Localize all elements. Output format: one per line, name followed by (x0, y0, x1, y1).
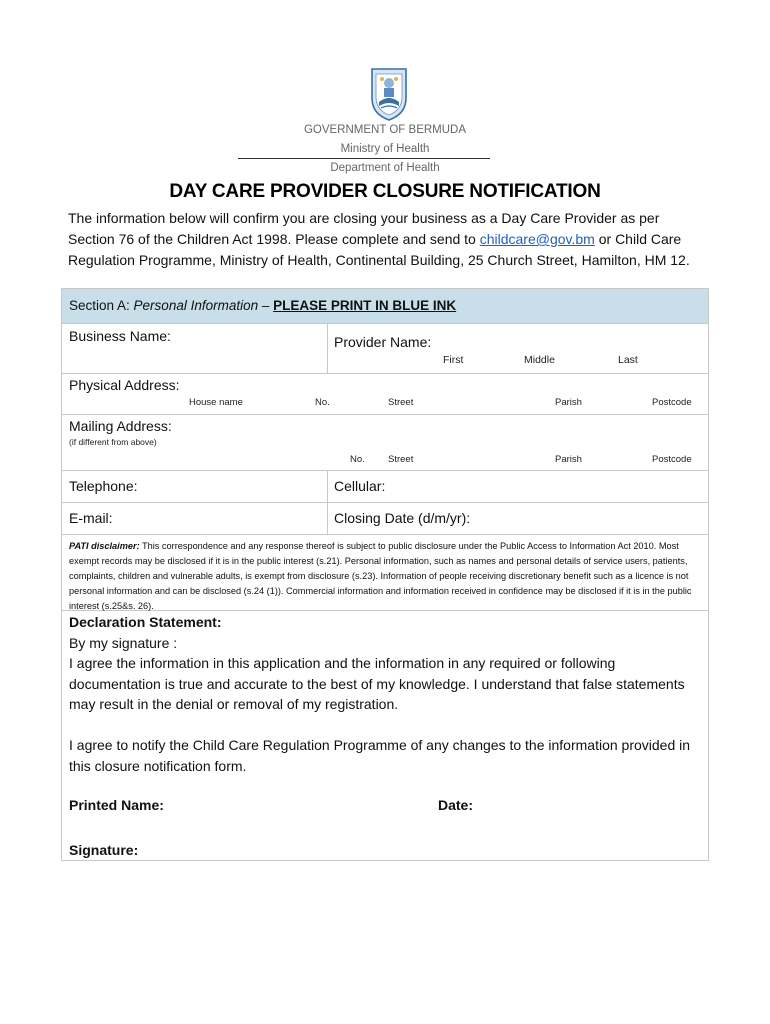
business-name-field[interactable]: Business Name: (69, 328, 171, 344)
section-a-dash: – (258, 298, 274, 313)
section-a-header (62, 289, 708, 324)
section-a-title (69, 298, 456, 313)
government-name: GOVERNMENT OF BERMUDA (303, 124, 467, 136)
date-field[interactable]: Date: (438, 797, 474, 813)
mailing-street-label: Street (388, 454, 414, 465)
column-divider (327, 503, 328, 535)
pati-disclaimer-row (62, 535, 708, 611)
provider-name-field[interactable]: Provider Name: (334, 334, 432, 350)
street-label: Street (388, 397, 414, 408)
intro-text-after: or Child Care Regulation Programme, Ministry of Health, Continental Building, 25 Church Street, Hamilton, HM 12. (68, 231, 690, 268)
number-label: No. (315, 397, 330, 408)
last-name-label: Last (618, 354, 638, 366)
document-title: DAY CARE PROVIDER CLOSURE NOTIFICATION (169, 181, 601, 202)
middle-name-label: Middle (524, 354, 555, 366)
email-row (62, 503, 708, 535)
house-name-label: House name (189, 397, 243, 408)
intro-text-before: The information below will confirm you are closing your business as a Day Care Provider as per Section 76 of the Children Act 1998. Please complete and send to (68, 210, 660, 247)
mailing-parish-label: Parish (555, 454, 582, 465)
intro-paragraph (68, 208, 708, 271)
section-a-prefix: Section A: (69, 298, 134, 313)
mailing-address-field[interactable]: Mailing Address: (69, 418, 172, 434)
pati-label: PATI disclaimer: (69, 541, 140, 551)
ministry-name: Ministry of Health (340, 143, 430, 155)
physical-address-row (62, 374, 708, 415)
pati-disclaimer (69, 539, 705, 614)
blue-ink-instruction: PLEASE PRINT IN BLUE INK (273, 298, 457, 313)
by-signature-text: By my signature : (69, 635, 178, 651)
column-divider (327, 471, 328, 503)
bermuda-coat-of-arms-icon (369, 66, 409, 122)
postcode-label: Postcode (652, 397, 692, 408)
declaration-heading: Declaration Statement: (69, 614, 222, 630)
if-different-note: (if different from above) (69, 437, 157, 447)
telephone-field[interactable]: Telephone: (69, 478, 138, 494)
first-name-label: First (443, 354, 464, 366)
mailing-number-label: No. (350, 454, 365, 465)
physical-address-field[interactable]: Physical Address: (69, 377, 180, 393)
section-a-name: Personal Information (133, 298, 259, 313)
telephone-row (62, 471, 708, 503)
closure-form (61, 288, 709, 861)
signature-field[interactable]: Signature: (69, 842, 139, 858)
pati-text: This correspondence and any response thereof is subject to public disclosure under the Public Access to Information Act 2010. Most exempt records may be disclosed if it is in the public interest (s.21). Personal information, such as names and personal details of service users, patients, complaints, children and vulnerable adults, is exempt from disclosure (s.23). Information of people receiving discretionary benefit such as a licence is not personal information and can be disclosed (s.24 (1)). Commercial information and information received in confidence may be disclosed if it is in the public interest (s.25&s. 26). (69, 541, 692, 611)
declaration-paragraph-2: I agree to notify the Child Care Regulation Programme of any changes to the information provided in this closure notification form. (69, 737, 691, 774)
mailing-postcode-label: Postcode (652, 454, 692, 465)
business-provider-row (62, 324, 708, 374)
declaration-section (62, 611, 708, 861)
printed-name-field[interactable]: Printed Name: (69, 797, 164, 813)
header-divider (238, 158, 490, 159)
declaration-paragraph-1: I agree the information in this application and the information in any required or following documentation is true and accurate to the best of my knowledge. I understand that false statements may result in the denial or removal of my registration. (69, 655, 685, 712)
closing-date-field[interactable]: Closing Date (d/m/yr): (334, 510, 471, 526)
email-field[interactable]: E-mail: (69, 510, 113, 526)
parish-label: Parish (555, 397, 582, 408)
department-name: Department of Health (330, 162, 440, 174)
email-link[interactable]: childcare@gov.bm (479, 231, 595, 247)
column-divider (327, 324, 328, 374)
mailing-address-row (62, 415, 708, 471)
cellular-field[interactable]: Cellular: (334, 478, 386, 494)
